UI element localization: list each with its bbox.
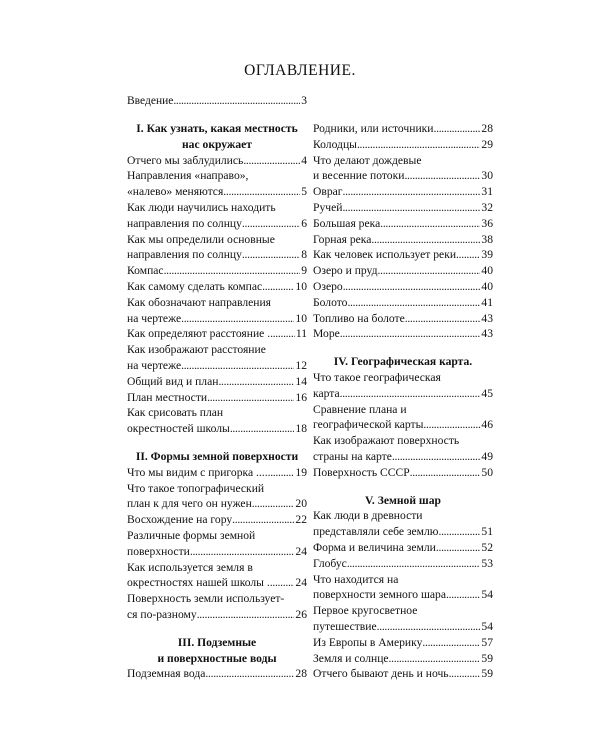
toc-entry-page: 49 [481,449,493,463]
toc-entry-text: географической карты [313,418,424,432]
toc-entry[interactable] [127,405,307,437]
toc-entry-text: Как используется земля в [127,560,253,574]
leader-dots [197,607,295,623]
toc-entry-page: 29 [481,137,493,151]
toc-entry[interactable] [313,232,493,248]
toc-entry-text: окрестностей школы [127,422,230,436]
toc-entry-page: 8 [301,248,307,262]
toc-entry-page: 54 [481,619,493,633]
toc-entry[interactable] [313,402,493,434]
toc-entry-text: Ручей [313,200,343,214]
toc-entry-text: Направления «направо», [127,169,249,183]
toc-entry-text: Что делают дождевые [313,153,422,167]
leader-dots [347,295,480,311]
toc-entry-page: 24 [295,576,307,590]
toc-entry-text: Как человек использует реки [313,248,457,262]
toc-entry-text: Как изображают расстояние [127,343,266,357]
toc-entry-page: 59 [481,651,493,665]
toc-entry-text: Сравнение плана и [313,402,407,416]
section-heading: IV. Географическая карта. [333,355,473,369]
toc-entry[interactable] [313,465,493,481]
toc-entry-text: Как определяют расстояние . [127,327,271,341]
toc-entry-text: Колодцы [313,137,357,151]
toc-entry-page: 59 [481,667,493,681]
toc-entry-page: 40 [481,264,493,278]
toc-entry-text: поверхности [127,544,190,558]
toc-entry[interactable] [313,635,493,651]
toc-entry[interactable] [313,433,493,465]
leader-dots [405,311,481,327]
toc-entry-page: 30 [481,169,493,183]
leader-dots [232,512,294,528]
toc-entry-text: Земля и солнце [313,651,389,665]
section-heading: нас окружает [182,137,252,151]
leader-dots [357,137,480,153]
toc-entry-text: Что находится на [313,572,399,586]
leader-dots [270,575,295,591]
toc-entry-text: страны на карте [313,449,392,463]
toc-entry-page: 12 [295,358,307,372]
toc-entry-page: 26 [295,607,307,621]
toc-entry[interactable] [313,603,493,635]
toc-entry-page: 16 [295,390,307,404]
toc-entry[interactable] [127,512,307,528]
toc-entry-page: 20 [295,497,307,511]
toc-entry-text: Компас [127,264,164,278]
toc-entry-page: 9 [301,264,307,278]
leader-dots [392,449,481,465]
leader-dots [347,556,481,572]
section-heading: II. Формы земной поверхности [135,449,299,463]
leader-dots [190,544,295,560]
toc-entry[interactable] [313,508,493,540]
toc-entry-text: Первое кругосветное [313,604,418,618]
toc-entry[interactable] [313,295,493,311]
leader-dots [243,153,300,169]
toc-entry-text: окрестностях нашей школы . [127,576,270,590]
toc-entry-text: Подземная вода [127,667,206,681]
intro-entry[interactable] [127,93,307,109]
toc-entry-page: 28 [295,667,307,681]
toc-entry-text: и весенние потоки [313,169,405,183]
leader-dots [223,184,300,200]
toc-entry-page: 11 [295,327,307,341]
toc-entry-page: 28 [481,122,493,135]
intro-text: Введение [127,95,174,107]
toc-entry[interactable] [127,465,307,481]
leader-dots [164,263,301,279]
toc-entry-page: 38 [481,232,493,246]
toc-entry[interactable] [313,651,493,667]
toc-entry[interactable] [313,263,493,279]
toc-entry-page: 14 [295,374,307,388]
leader-dots [205,666,294,682]
leader-dots [436,540,481,556]
toc-entry-text: Из Европы в Америку [313,635,423,649]
toc-entry-text: Овраг [313,185,343,199]
leader-dots [371,232,480,248]
leader-dots [242,247,300,263]
toc-entry[interactable] [127,279,307,295]
toc-entry-page: 51 [481,525,493,539]
toc-entry[interactable] [127,326,307,342]
toc-entry-page: 50 [481,465,493,479]
toc-entry[interactable] [313,200,493,216]
leader-dots [449,666,481,682]
leader-dots [218,374,294,390]
toc-entry-page: 24 [295,544,307,558]
toc-entry[interactable] [127,263,307,279]
leader-dots [434,121,481,137]
section-heading: V. Земной шар [365,493,441,507]
leader-dots [340,326,481,342]
leader-dots [173,93,300,109]
toc-entry-text: план к для чего он нужен [127,497,252,511]
toc-entry-text: направления по солнцу [127,216,242,230]
leader-dots [404,168,480,184]
toc-entry-text: путешествие [313,619,377,633]
toc-entry-text: Что такое географическая [313,370,441,384]
toc-entry-page: 10 [295,311,307,325]
toc-entry-page: 46 [481,418,493,432]
toc-entry-page: 45 [481,386,493,400]
toc-entry-page: 10 [295,279,307,293]
toc-entry-page: 4 [301,153,307,167]
leader-dots [262,279,294,295]
toc-entry-page: 19 [295,465,307,479]
toc-entry-text: Озеро и пруд [313,264,378,278]
toc-entry[interactable] [127,153,307,169]
leader-dots [438,524,480,540]
toc-entry-text: карта [313,386,340,400]
leader-dots [446,587,480,603]
toc-entry-page: 32 [481,200,493,214]
toc-entry[interactable] [313,137,493,153]
toc-entry-text: Восхождение на гору [127,513,233,527]
toc-entry-text: План местности [127,390,208,404]
leader-dots [242,216,300,232]
toc-entry-text: Отчего бывают день и ночь [313,667,449,681]
toc-entry-page: 39 [481,248,493,262]
intro-page: 3 [301,95,307,107]
leader-dots [230,421,295,437]
toc-entry-text: Родники, или источники [313,122,434,135]
toc-entry-text: Как люди в древности [313,509,423,523]
toc-entry-text: Как обозначают направления [127,295,272,309]
section-heading: и поверхностные воды [157,651,277,665]
toc-entry-text: направления по солнцу [127,248,242,262]
leader-dots [389,651,481,667]
toc-entry[interactable] [127,560,307,592]
leader-dots [343,279,481,295]
leader-dots [252,496,295,512]
leader-dots [343,184,481,200]
toc-column-right [313,121,493,682]
section-heading: III. Подземные [177,635,257,649]
toc-entry-page: 43 [481,311,493,325]
toc-entry-text: Как самому сделать компас [127,279,263,293]
toc-entry-text: Болото [313,295,348,309]
toc-entry-text: Горная река [313,232,372,246]
leader-dots [380,216,480,232]
toc-entry-text: Большая река [313,216,381,230]
toc-entry-text: Отчего мы заблудились [127,153,244,167]
toc-entry[interactable] [127,528,307,560]
toc-entry-page: 22 [295,513,307,527]
toc-entry-text: Поверхность СССР [313,465,410,479]
toc-entry[interactable] [313,540,493,556]
toc-entry-page: 18 [295,422,307,436]
toc-entry-page: 52 [481,540,493,554]
toc-entry-text: Топливо на болоте [313,311,405,325]
toc-entry[interactable] [313,279,493,295]
toc-entry[interactable] [127,591,307,623]
toc-entry-text: Поверхность земли использует- [127,592,285,606]
leader-dots [181,311,294,327]
toc-entry-page: 36 [481,216,493,230]
toc-entry-page: 31 [481,185,493,199]
toc-entry-page: 57 [481,635,493,649]
toc-entry-page: 53 [481,556,493,570]
toc-entry[interactable] [313,153,493,185]
toc-entry-text: Что мы видим с пригорка .... [127,465,268,479]
toc-entry-text: представляли себе землю [313,525,439,539]
section-heading: I. Как узнать, какая местность [136,122,298,135]
leader-dots [268,465,295,481]
toc-entry-text: Озеро [313,279,343,293]
toc-entry-text: Что такое топографический [127,481,265,495]
toc-entry-text: Как люди научились находить [127,200,276,214]
toc-entry-page: 54 [481,588,493,602]
toc-entry[interactable] [313,184,493,200]
toc-entry-text: Различные формы земной [127,528,256,542]
toc-entry[interactable] [313,247,493,263]
toc-entry[interactable] [313,326,493,342]
leader-dots [422,635,480,651]
toc-entry[interactable] [313,311,493,327]
toc-entry-text: ся по-разному [127,607,197,621]
leader-dots [270,326,295,342]
toc-entry-page: 6 [301,216,307,230]
leader-dots [342,200,480,216]
toc-entry[interactable] [313,121,493,137]
toc-entry-text: «налево» меняются [127,185,224,199]
toc-entry[interactable] [313,216,493,232]
toc-column-left [127,121,307,682]
toc-entry[interactable] [313,572,493,604]
leader-dots [410,465,481,481]
toc-entry[interactable] [127,168,307,200]
page-title: ОГЛАВЛЕНИЕ. [244,62,356,79]
toc-entry-text: Как изображают поверхность [313,434,460,448]
toc-entry-text: Как срисовать план [127,406,224,420]
toc-entry[interactable] [127,374,307,390]
toc-entry-text: на чертеже [127,358,182,372]
toc-entry[interactable] [127,232,307,264]
toc-entry-page: 43 [481,327,493,341]
leader-dots [181,358,294,374]
leader-dots [340,386,481,402]
toc-entry-text: на чертеже [127,311,182,325]
toc-entry-text: Как мы определили основные [127,232,275,246]
toc-entry-page: 40 [481,279,493,293]
toc-entry[interactable] [313,556,493,572]
toc-entry-page: 41 [481,295,493,309]
toc-entry[interactable] [127,295,307,327]
toc-entry-text: Глобус [313,556,347,570]
leader-dots [207,390,294,406]
leader-dots [423,417,480,433]
leader-dots [378,263,481,279]
leader-dots [456,247,480,263]
toc-entry-text: Форма и величина земли [313,540,436,554]
toc-entry[interactable] [127,481,307,513]
toc-entry-text: поверхности земного шара [313,588,446,602]
toc-entry-text: Море [313,327,340,341]
toc-entry-page: 5 [301,185,307,199]
toc-entry-text: Общий вид и план [127,374,219,388]
toc-entry[interactable] [127,666,307,682]
leader-dots [377,619,481,635]
toc-entry[interactable] [313,370,493,402]
toc-entry[interactable] [127,342,307,374]
toc-entry[interactable] [127,390,307,406]
toc-entry[interactable] [313,666,493,682]
toc-entry[interactable] [127,200,307,232]
